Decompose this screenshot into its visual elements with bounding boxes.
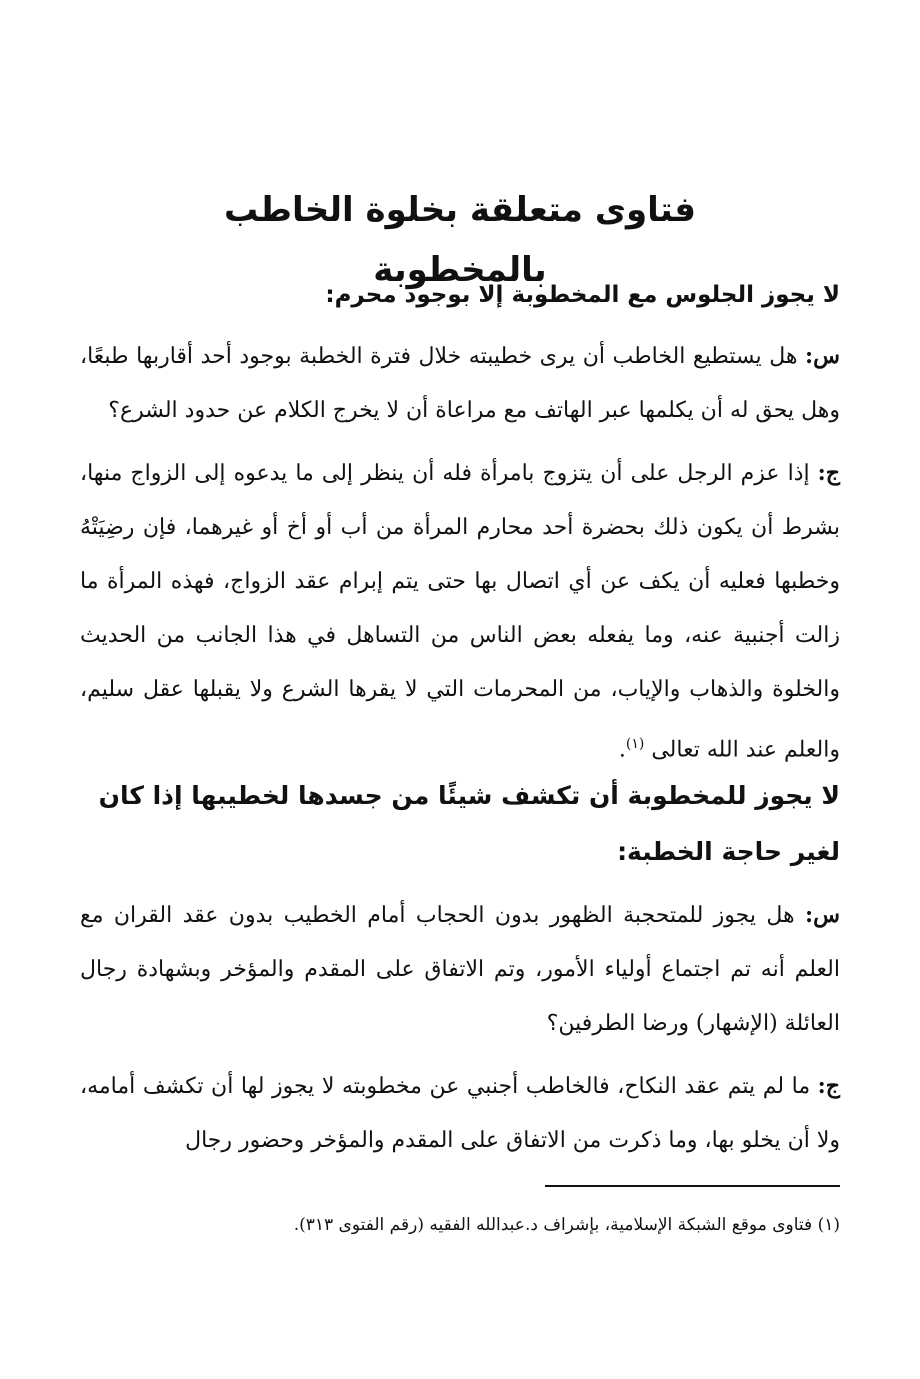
page-title: فتاوى متعلقة بخلوة الخاطب بالمخطوبة: [223, 190, 697, 290]
answer-text: إذا عزم الرجل على أن يتزوج بامرأة فله أن ينظر إلى ما يدعوه إلى الزواج منها، بشرط أن يكون ذلك بحضرة أحد محارم المرأة من أب أو أخ أو غيرهما، فإن رضِيَتْهُ وخطبها فعليه أن يكف عن أي اتصال بها حتى يتم إبرام عقد الزواج، فهذه المرأة ما زالت أجنبية عنه، وما يفعله بعض الناس من التساهل في هذا الجانب من الحديث والخلوة والذهاب والإياب، من المحرمات التي لا يقرها الشرع ولا يقبلها عقل سليم، والعلم عند الله تعالى: [80, 461, 840, 763]
section-1-heading: لا يجوز الجلوس مع المخطوبة إلا بوجود محرم:: [325, 282, 840, 308]
section-2-heading: لا يجوز للمخطوبة أن تكشف شيئًا من جسدها لخطيبها إذا كان لغير حاجة الخطبة:: [98, 781, 840, 866]
answer-text: ما لم يتم عقد النكاح، فالخاطب أجنبي عن مخطوبته لا يجوز لها أن تكشف أمامه، ولا أن يخلو بها، وما ذكرت من الاتفاق على المقدم والمؤخر وحضور رجال: [80, 1074, 840, 1153]
section-1-answer: [80, 446, 840, 777]
question-text: هل يستطيع الخاطب أن يرى خطيبته خلال فترة الخطبة بوجود أحد أقاربها طبعًا، وهل يحق له أن يكلمها عبر الهاتف مع مراعاة أن لا يخرج الكلام عن حدود الشرع؟: [80, 344, 840, 423]
answer-end-punctuation: .: [618, 737, 626, 763]
section-1-question: [80, 329, 840, 438]
section-2-question: [80, 888, 840, 1051]
question-marker: س:: [805, 902, 840, 928]
footnote: (١) فتاوى موقع الشبكة الإسلامية، بإشراف د.عبدالله الفقيه (رقم الفتوى ٣١٣).: [293, 1215, 840, 1235]
question-marker: س:: [805, 343, 840, 369]
section-2-answer: [80, 1059, 840, 1168]
footnote-reference: (١): [625, 736, 645, 752]
answer-marker: ج:: [817, 1073, 840, 1099]
section-2: [80, 768, 840, 1168]
footnote-divider: [545, 1185, 840, 1187]
section-1: [80, 268, 840, 777]
question-text: هل يجوز للمتحجبة الظهور بدون الحجاب أمام الخطيب بدون عقد القران مع العلم أنه تم اجتماع أولياء الأمور، وتم الاتفاق على المقدم والمؤخر وبشهادة رجال العائلة (الإشهار) ورضا الطرفين؟: [80, 903, 840, 1036]
answer-marker: ج:: [817, 460, 840, 486]
